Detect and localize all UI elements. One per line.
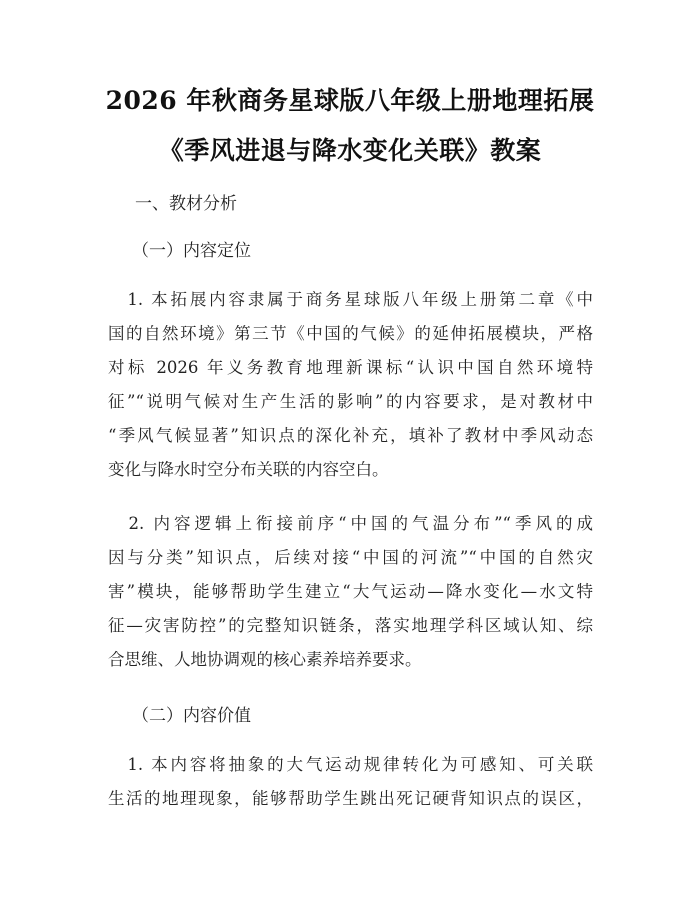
paragraph-2-line: 因与分类”知识点，后续对接“中国的河流”“中国的自然灾 — [108, 548, 593, 567]
paragraph-2 — [108, 507, 593, 677]
paragraph-3-line: 1. 本内容将抽象的大气运动规律转化为可感知、可关联 — [108, 755, 593, 774]
paragraph-1 — [108, 283, 593, 487]
paragraph-2-line: 害”模块，能够帮助学生建立“大气运动—降水变化—水文特 — [108, 582, 593, 601]
paragraph-1-line: “季风气候显著”知识点的深化补充，填补了教材中季风动态 — [108, 426, 593, 445]
paragraph-3-line: 生活的地理现象，能够帮助学生跳出死记硬背知识点的误区， — [108, 789, 593, 808]
document-title-line-2: 《季风进退与降水变化关联》教案 — [158, 136, 542, 165]
paragraph-1-line: 对标 2026 年义务教育地理新课标“认识中国自然环境特 — [108, 358, 593, 377]
subsection-heading-content-value: （二）内容价值 — [132, 706, 251, 726]
paragraph-2-line: 合思维、人地协调观的核心素养培养要求。 — [108, 650, 422, 669]
subsection-heading-content-positioning: （一）内容定位 — [132, 241, 251, 261]
paragraph-2-line: 征—灾害防控”的完整知识链条，落实地理学科区域认知、综 — [108, 616, 593, 635]
section-heading-textbook-analysis: 一、教材分析 — [135, 194, 237, 214]
paragraph-1-line: 变化与降水时空分布关联的内容空白。 — [108, 460, 389, 479]
paragraph-2-line: 2. 内容逻辑上衔接前序“中国的气温分布”“季风的成 — [108, 514, 593, 533]
document-title-line-1: 2026 年秋商务星球版八年级上册地理拓展 — [105, 86, 595, 115]
paragraph-1-line: 国的自然环境》第三节《中国的气候》的延伸拓展模块，严格 — [108, 324, 593, 343]
paragraph-3 — [108, 748, 593, 816]
paragraph-1-line: 征”“说明气候对生产生活的影响”的内容要求，是对教材中 — [108, 392, 593, 411]
paragraph-1-line: 1. 本拓展内容隶属于商务星球版八年级上册第二章《中 — [108, 290, 593, 309]
